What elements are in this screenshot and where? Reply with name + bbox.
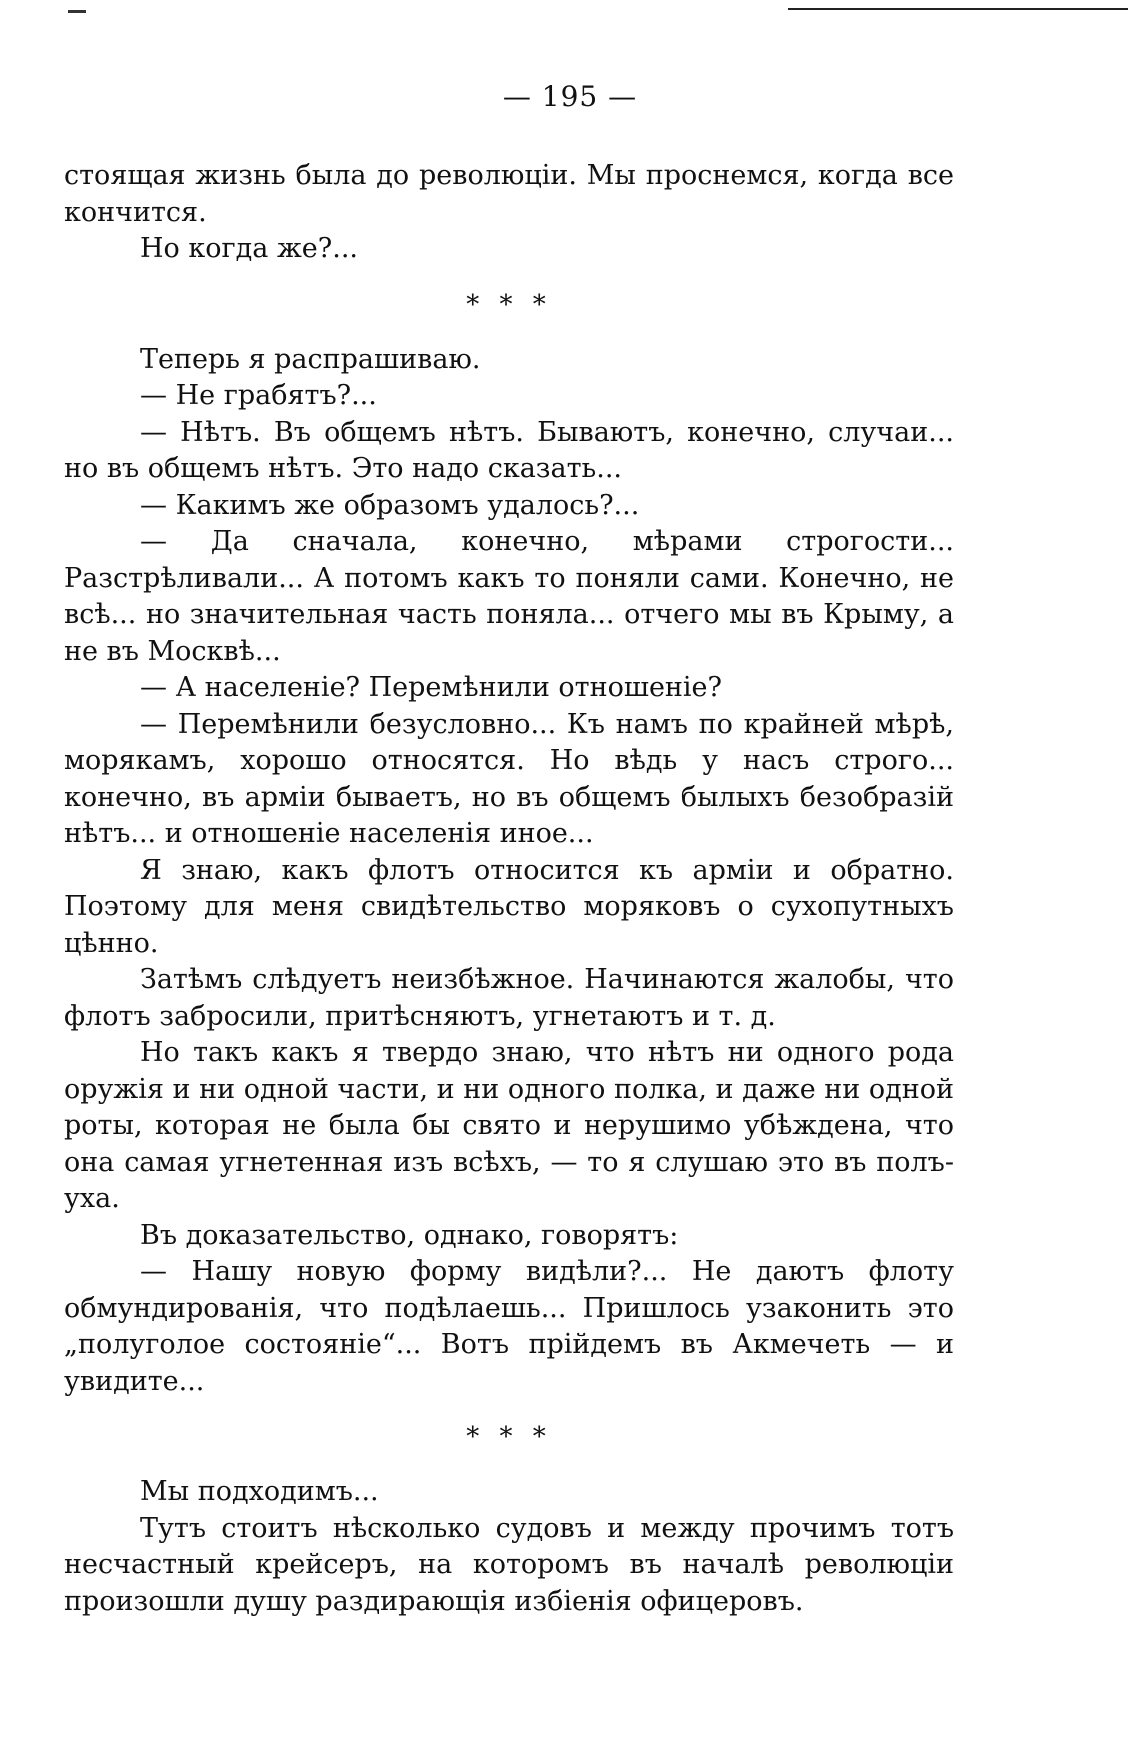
- dialogue-line: — Какимъ же образомъ удалось?...: [140, 489, 640, 521]
- dialogue-line: — Перемѣнили безусловно... Къ намъ по крайней мѣрѣ, морякамъ, хорошо относятся. Но вѣдь у насъ строго... конечно, въ арміи бываетъ, но въ общемъ былыхъ безобразій нѣтъ... и отношеніе населенія иное...: [64, 708, 954, 849]
- section-break-asterism: * * *: [466, 289, 552, 320]
- paragraph: стоящая жизнь была до революціи. Мы проснемся, когда все кончится.: [64, 160, 954, 228]
- section-break-asterism: * * *: [466, 1422, 552, 1452]
- paragraph: Но такъ какъ я твердо знаю, что нѣтъ ни одного рода оружія и ни одной части, и ни одного полка, и даже ни одной роты, которая не была бы свято и нерушимо убѣждена, что она самая угнетенная изъ всѣхъ, — то я слушаю это въ полъ-уха.: [64, 1037, 954, 1214]
- dialogue-line: — А населеніе? Перемѣнили отношеніе?: [140, 672, 723, 703]
- paragraph: Я знаю, какъ флотъ относится къ арміи и обратно. Поэтому для меня свидѣтельство моряковъ о сухопутныхъ цѣнно.: [64, 854, 954, 959]
- scan-edge-mark: [68, 10, 86, 13]
- page-body: [64, 158, 954, 1620]
- dialogue-line: — Да сначала, конечно, мѣрами строгости... Разстрѣливали... А потомъ какъ то поняли сами. Конечно, не всѣ... но значительная часть поняла... отчего мы въ Крыму, а не въ Москвѣ...: [64, 526, 954, 667]
- paragraph: Мы подходимъ...: [140, 1476, 379, 1507]
- scan-edge-rule: [788, 8, 1128, 10]
- paragraph: Въ доказательство, однако, говорятъ:: [140, 1219, 679, 1251]
- page-number: — 195 —: [502, 80, 638, 113]
- paragraph: Тутъ стоитъ нѣсколько судовъ и между прочимъ тотъ несчастный крейсеръ, на которомъ въ началѣ революціи произошли душу раздирающія избіенія офицеровъ.: [64, 1512, 954, 1617]
- paragraph: Теперь я распрашиваю.: [140, 343, 481, 375]
- paragraph: Но когда же?...: [140, 233, 359, 264]
- dialogue-line: — Нашу новую форму видѣли?... Не даютъ флоту обмундированія, что подѣлаешь... Пришлось узаконить это „полуголое состояніе“... Вотъ прійдемъ въ Акмечеть — и увидите...: [64, 1256, 954, 1397]
- dialogue-line: — Нѣтъ. Въ общемъ нѣтъ. Бываютъ, конечно, случаи... но въ общемъ нѣтъ. Это надо сказать...: [64, 416, 954, 484]
- dialogue-line: — Не грабятъ?...: [140, 380, 377, 411]
- paragraph: Затѣмъ слѣдуетъ неизбѣжное. Начинаются жалобы, что флотъ забросили, притѣсняютъ, угнетаютъ и т. д.: [64, 964, 954, 1032]
